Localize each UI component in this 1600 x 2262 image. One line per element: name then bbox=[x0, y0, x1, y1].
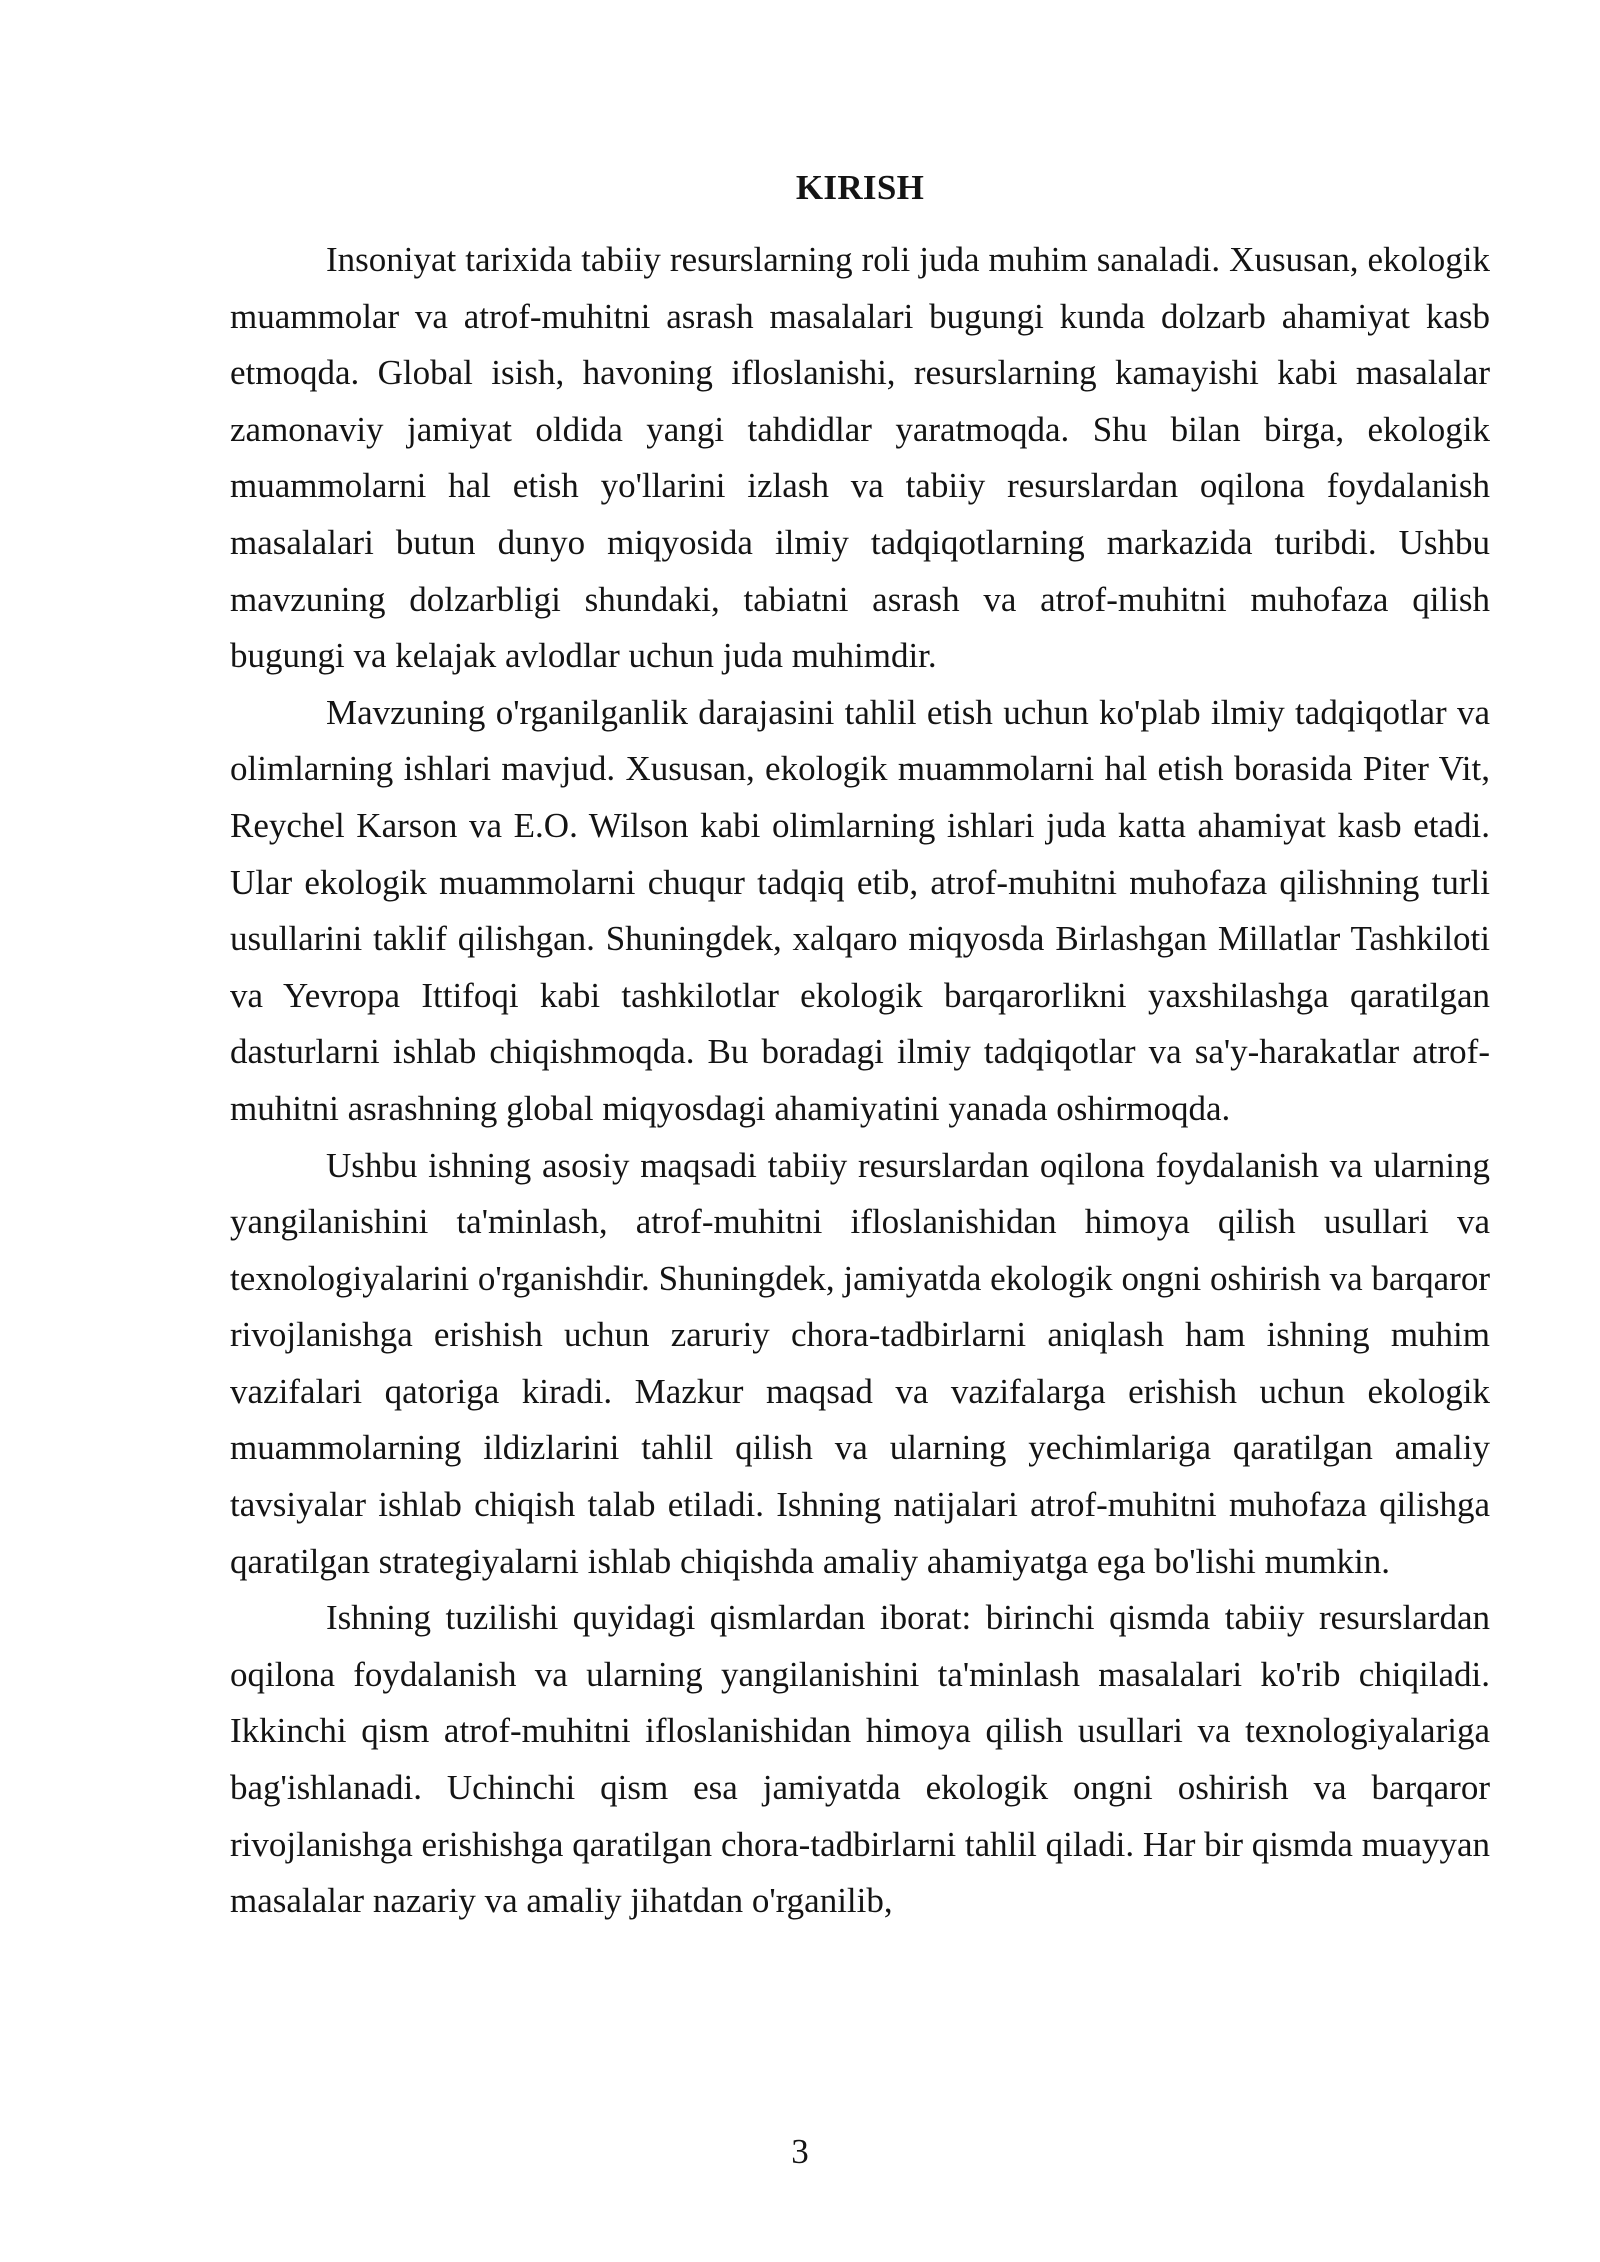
paragraph-structure: Ishning tuzilishi quyidagi qismlardan iborat: birinchi qismda tabiiy resurslardan oqilona foydalanish va ularning yangilanishini ta'minlash masalalari ko'rib chiqiladi. Ikkinchi qism atrof-muhitni ifloslanishidan himoya qilish usullari va texnologiyalariga bag'ishlanadi. Uchinchi qism esa jamiyatda ekologik ongni oshirish va barqaror rivojlanishga erishishga qaratilgan chora-tadbirlarni tahlil qiladi. Har bir qismda muayyan masalalar nazariy va amaliy jihatdan o'rganilib, bbox=[230, 1598, 1490, 1921]
paragraph-relevance: Insoniyat tarixida tabiiy resurslarning roli juda muhim sanaladi. Xususan, ekologik muammolar va atrof-muhitni asrash masalalari bugungi kunda dolzarb ahamiyat kasb etmoqda. Global isish, havoning ifloslanishi, resurslarning kamayishi kabi masalalar zamonaviy jamiyat oldida yangi tahdidlar yaratmoqda. Shu bilan birga, ekologik muammolarni hal etish yo'llarini izlash va tabiiy resurslardan oqilona foydalanish masalalari butun dunyo miqyosida ilmiy tadqiqotlarning markazida turibdi. Ushbu mavzuning dolzarbligi shundaki, tabiatni asrash va atrof-muhitni muhofaza qilish bugungi va kelajak avlodlar uchun juda muhimdir. bbox=[230, 240, 1490, 676]
page-number: 3 bbox=[791, 2132, 809, 2171]
section-title: KIRISH bbox=[795, 168, 925, 207]
paragraph-literature-review: Mavzuning o'rganilganlik darajasini tahlil etish uchun ko'plab ilmiy tadqiqotlar va olimlarning ishlari mavjud. Xususan, ekologik muammolarni hal etish borasida Piter Vit, Reychel Karson va E.O. Wilson kabi olimlarning ishlari juda katta ahamiyat kasb etadi. Ular ekologik muammolarni chuqur tadqiq etib, atrof-muhitni muhofaza qilishning turli usullarini taklif qilishgan. Shuningdek, xalqaro miqyosda Birlashgan Millatlar Tashkiloti va Yevropa Ittifoqi kabi tashkilotlar ekologik barqarorlikni yaxshilashga qaratilgan dasturlarni ishlab chiqishmoqda. Bu boradagi ilmiy tadqiqotlar va sa'y-harakatlar atrof-muhitni asrashning global miqyosdagi ahamiyatini yanada oshirmoqda. bbox=[230, 692, 1490, 1128]
page-content bbox=[230, 160, 1490, 1930]
paragraph-goals: Ushbu ishning asosiy maqsadi tabiiy resurslardan oqilona foydalanish va ularning yangilanishini ta'minlash, atrof-muhitni ifloslanishidan himoya qilish usullari va texnologiyalarini o'rganishdir. Shuningdek, jamiyatda ekologik ongni oshirish va barqaror rivojlanishga erishish uchun zaruriy chora-tadbirlarni aniqlash ham ishning muhim vazifalari qatoriga kiradi. Mazkur maqsad va vazifalarga erishish uchun ekologik muammolarning ildizlarini tahlil qilish va ularning yechimlariga qaratilgan amaliy tavsiyalar ishlab chiqish talab etiladi. Ishning natijalari atrof-muhitni muhofaza qilishga qaratilgan strategiyalarni ishlab chiqishda amaliy ahamiyatga ega bo'lishi mumkin. bbox=[230, 1145, 1490, 1581]
